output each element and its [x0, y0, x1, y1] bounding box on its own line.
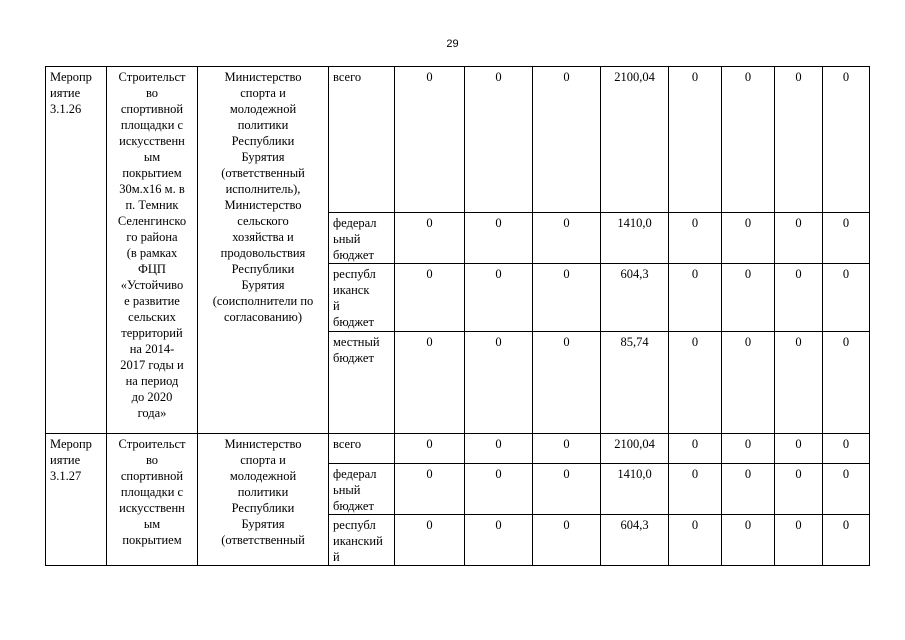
- funding-value: 0: [465, 67, 533, 213]
- measure-title: [107, 67, 198, 434]
- measure-title-line: года»: [137, 406, 167, 420]
- funding-value: 2100,04: [601, 67, 669, 213]
- measure-title-line: на 2014-: [129, 342, 175, 356]
- measure-code-line: иятие: [50, 453, 81, 467]
- funding-value: 0: [533, 264, 601, 332]
- measure-title-line: го района: [126, 230, 178, 244]
- measure-executor: [198, 67, 329, 434]
- funding-value: 0: [823, 464, 870, 515]
- funding-source: [329, 464, 395, 515]
- funding-value: 0: [823, 332, 870, 434]
- measure-executor-line: сельского: [237, 214, 289, 228]
- funding-value: 0: [722, 464, 775, 515]
- funding-value: 0: [395, 434, 465, 464]
- measure-executor-line: Бурятия: [241, 150, 285, 164]
- measure-executor-line: Министерство: [224, 437, 302, 451]
- funding-source-line: иканск: [333, 283, 370, 297]
- funding-source: [329, 332, 395, 434]
- measure-title-line: Строительст: [118, 70, 186, 84]
- budget-table: [45, 66, 870, 566]
- measure-title-line: спортивной: [120, 102, 184, 116]
- funding-value: 0: [823, 67, 870, 213]
- funding-source-line: ьный: [333, 483, 361, 497]
- funding-value: 0: [669, 67, 722, 213]
- measure-title-line: во: [145, 86, 159, 100]
- measure-title-line: ым: [143, 150, 161, 164]
- measure-code: [46, 434, 107, 566]
- funding-value: 0: [669, 434, 722, 464]
- measure-executor-line: Министерство: [224, 70, 302, 84]
- funding-value: 0: [722, 434, 775, 464]
- measure-executor-line: политики: [237, 118, 289, 132]
- funding-value: 1410,0: [601, 464, 669, 515]
- budget-table-body: [46, 67, 870, 566]
- funding-source: [329, 515, 395, 566]
- measure-title-line: (в рамках: [126, 246, 178, 260]
- measure-executor-line: спорта и: [240, 453, 286, 467]
- funding-value: 0: [395, 264, 465, 332]
- funding-source-line: бюджет: [333, 351, 374, 365]
- measure-title-line: покрытием: [122, 533, 182, 547]
- measure-title-line: площадки с: [120, 485, 184, 499]
- measure-title-line: до 2020: [131, 390, 173, 404]
- funding-value: 0: [669, 464, 722, 515]
- funding-value: 0: [395, 332, 465, 434]
- funding-source-line: й: [333, 299, 340, 313]
- measure-code-line: 3.1.27: [50, 469, 82, 483]
- funding-value: 0: [722, 515, 775, 566]
- funding-value: 0: [775, 515, 823, 566]
- funding-source-line: й: [333, 550, 340, 564]
- measure-title-line: искусственн: [119, 134, 185, 148]
- measure-title-line: спортивной: [120, 469, 184, 483]
- funding-source-line: бюджет: [333, 499, 374, 513]
- measure-executor-line: (ответственный: [221, 166, 305, 180]
- funding-value: 0: [775, 332, 823, 434]
- measure-code: [46, 67, 107, 434]
- measure-executor-line: спорта и: [240, 86, 286, 100]
- measure-title-line: п. Темник: [125, 198, 179, 212]
- table-row: [46, 434, 870, 464]
- funding-value: 0: [395, 213, 465, 264]
- funding-value: 85,74: [601, 332, 669, 434]
- funding-value: 0: [775, 213, 823, 264]
- funding-source-line: местный: [333, 335, 380, 349]
- funding-value: 0: [722, 213, 775, 264]
- measure-executor-line: Республики: [231, 134, 295, 148]
- funding-value: 0: [533, 332, 601, 434]
- measure-executor-line: Бурятия: [241, 278, 285, 292]
- funding-source: [329, 434, 395, 464]
- funding-value: 0: [533, 434, 601, 464]
- funding-value: 0: [775, 264, 823, 332]
- measure-title-line: территорий: [121, 326, 183, 340]
- measure-title-line: 2017 годы и: [120, 358, 184, 372]
- funding-source-line: всего: [333, 437, 362, 451]
- funding-value: 1410,0: [601, 213, 669, 264]
- measure-code-line: Меропр: [50, 437, 92, 451]
- funding-value: 0: [669, 264, 722, 332]
- measure-executor-line: (ответственный: [221, 533, 305, 547]
- funding-value: 0: [465, 332, 533, 434]
- funding-source-line: иканский: [333, 534, 383, 548]
- measure-code-line: Меропр: [50, 70, 92, 84]
- measure-title-line: е развитие: [124, 294, 180, 308]
- funding-value: 0: [395, 515, 465, 566]
- measure-executor-line: политики: [237, 485, 289, 499]
- funding-value: 0: [669, 213, 722, 264]
- measure-executor-line: Бурятия: [241, 517, 285, 531]
- funding-value: 0: [669, 515, 722, 566]
- measure-title-line: 30м.х16 м. в: [119, 182, 185, 196]
- measure-title-line: искусственн: [119, 501, 185, 515]
- funding-source: [329, 264, 395, 332]
- measure-executor-line: согласованию): [223, 310, 303, 324]
- funding-value: 0: [669, 332, 722, 434]
- measure-title-line: Селенгинско: [117, 214, 187, 228]
- measure-code-line: 3.1.26: [50, 102, 82, 116]
- measure-title-line: покрытием: [122, 166, 182, 180]
- measure-code-line: иятие: [50, 86, 81, 100]
- measure-executor-line: (соисполнители по: [212, 294, 314, 308]
- measure-executor: [198, 434, 329, 566]
- page-number: 29: [446, 38, 459, 50]
- funding-value: 0: [775, 464, 823, 515]
- funding-source: [329, 67, 395, 213]
- funding-value: 2100,04: [601, 434, 669, 464]
- measure-title-line: во: [145, 453, 159, 467]
- funding-source-line: ьный: [333, 232, 361, 246]
- funding-value: 0: [533, 515, 601, 566]
- funding-value: 0: [823, 434, 870, 464]
- measure-executor-line: Министерство: [224, 198, 302, 212]
- funding-source: [329, 213, 395, 264]
- funding-value: 604,3: [601, 264, 669, 332]
- funding-value: 0: [465, 264, 533, 332]
- funding-value: 604,3: [601, 515, 669, 566]
- measure-executor-line: Республики: [231, 262, 295, 276]
- measure-executor-line: исполнитель),: [225, 182, 301, 196]
- funding-value: 0: [395, 464, 465, 515]
- measure-title-line: ФЦП: [138, 262, 166, 276]
- funding-value: 0: [775, 434, 823, 464]
- funding-value: 0: [722, 332, 775, 434]
- funding-value: 0: [722, 264, 775, 332]
- measure-executor-line: продовольствия: [220, 246, 306, 260]
- funding-value: 0: [823, 264, 870, 332]
- funding-source-line: федерал: [333, 216, 377, 230]
- funding-value: 0: [775, 67, 823, 213]
- funding-source-line: бюджет: [333, 248, 374, 262]
- funding-source-line: всего: [333, 70, 362, 84]
- funding-value: 0: [395, 67, 465, 213]
- measure-title: [107, 434, 198, 566]
- measure-title-line: на период: [125, 374, 179, 388]
- funding-value: 0: [533, 464, 601, 515]
- funding-source-line: республ: [333, 518, 376, 532]
- measure-executor-line: хозяйства и: [232, 230, 294, 244]
- measure-title-line: ым: [143, 517, 161, 531]
- funding-value: 0: [465, 515, 533, 566]
- measure-title-line: Строительст: [118, 437, 186, 451]
- funding-value: 0: [465, 464, 533, 515]
- funding-value: 0: [533, 67, 601, 213]
- funding-value: 0: [465, 213, 533, 264]
- funding-value: 0: [823, 515, 870, 566]
- measure-title-line: «Устойчиво: [120, 278, 184, 292]
- funding-source-line: бюджет: [333, 315, 374, 329]
- funding-value: 0: [533, 213, 601, 264]
- funding-source-line: федерал: [333, 467, 377, 481]
- funding-value: 0: [722, 67, 775, 213]
- measure-title-line: площадки с: [120, 118, 184, 132]
- measure-executor-line: молодежной: [229, 102, 297, 116]
- table-row: [46, 67, 870, 213]
- measure-title-line: сельских: [128, 310, 176, 324]
- funding-value: 0: [465, 434, 533, 464]
- measure-executor-line: Республики: [231, 501, 295, 515]
- measure-executor-line: молодежной: [229, 469, 297, 483]
- funding-source-line: республ: [333, 267, 376, 281]
- funding-value: 0: [823, 213, 870, 264]
